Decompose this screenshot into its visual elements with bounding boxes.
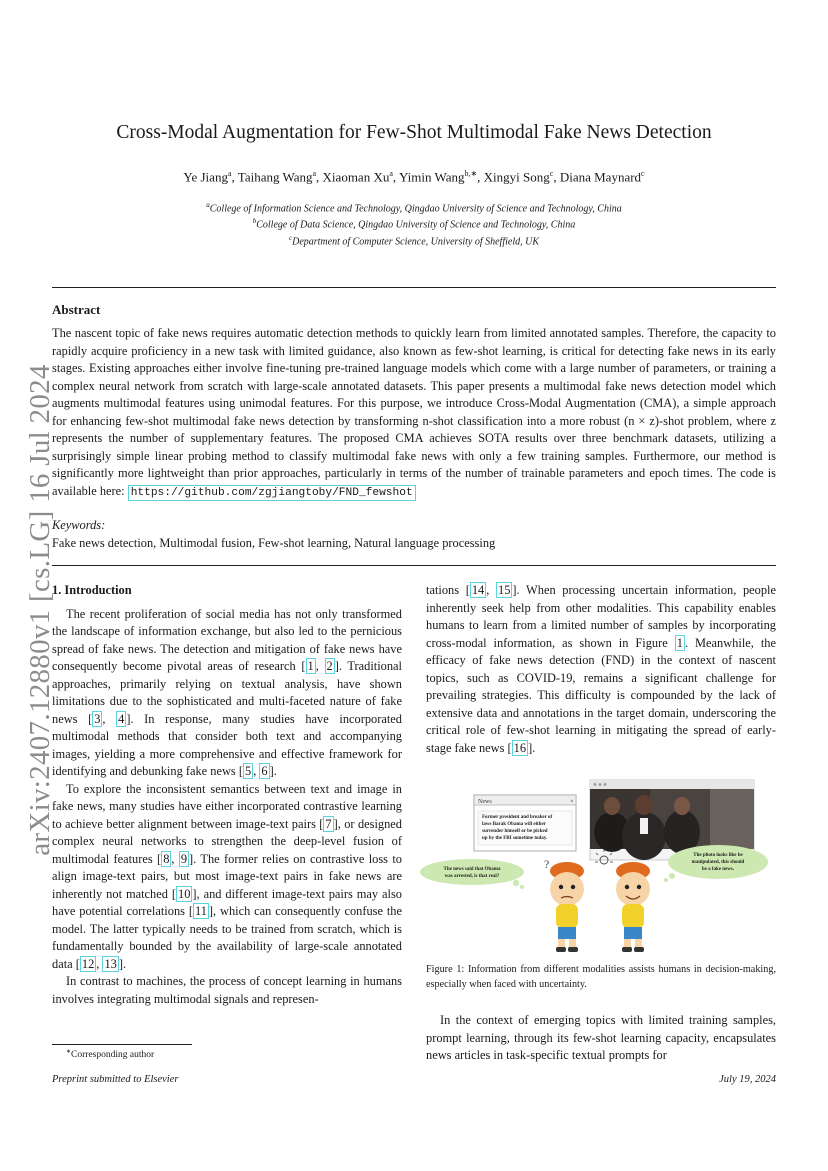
affiliation: $^b$College of Data Science, Qingdao University of Science and Technology, China (252, 217, 576, 231)
keywords-heading: Keywords: (52, 518, 106, 532)
divider (52, 287, 776, 288)
abstract-heading: Abstract (52, 302, 101, 317)
bubble-line: be a fake news. (701, 867, 735, 872)
citation-link[interactable]: 16 (513, 740, 527, 755)
citation-link[interactable]: 7 (325, 816, 332, 831)
question-mark-icon: ? (544, 857, 550, 871)
bubble-line: The news said that Obama (443, 867, 501, 872)
footnote: ∗Corresponding author (66, 1049, 155, 1061)
author-mark: c (549, 169, 554, 178)
code-link[interactable]: https://github.com/zgjiangtoby/FND_fewshot (128, 485, 416, 501)
news-line: up by the FBI sometime today. (482, 836, 548, 841)
citation-link[interactable]: 10 (178, 886, 191, 901)
bubble-line: The photo looks like be (693, 853, 743, 858)
cartoon-boy-left (550, 862, 584, 952)
cartoon-boy-right (616, 862, 650, 952)
news-line: surrender himself or be picked (482, 829, 548, 834)
divider (52, 565, 776, 566)
paragraph: In contrast to machines, the process of concept learning in humans involves integrating multimodal signals and represen- (52, 974, 402, 1006)
paragraph: In the context of emerging topics with limited training samples, prompt learning, through its few-shot learning capacity, encapsulates news articles in task-specific textual prompts for (426, 1013, 776, 1062)
news-line: Former president and breaker of (482, 815, 553, 820)
citation-link[interactable]: 11 (194, 904, 207, 918)
left-column (52, 582, 402, 1008)
affiliation: $^a$College of Information Science and Technology, Qingdao University of Science and Technology, China (206, 201, 622, 215)
author-mark: a (312, 169, 317, 178)
citation-link[interactable]: 12 (81, 956, 95, 971)
footer-journal: Preprint submitted to Elsevier (52, 1074, 179, 1085)
news-window-title: News (478, 799, 492, 805)
author: Ye Jiang (183, 169, 228, 185)
paragraph: tations [ 14 , 15 ]. When processing uncertain information, people inherently seek help from other modalities. This capability enables humans to learn from a limited number of samples by incorporating cross-modal information, as shown in Figure 1 . Meanwhile, the efficacy of fake news detection (FND) in the context of nascent topics, such as COVID-19, remains a significant challenge for prevailing strategies. This difficulty is compounded by the lack of extensive data and annotations in the target domain, underscoring the critical role of few-shot learning in mitigating the spread of early-stage fake news [ 16 ]. (426, 583, 776, 755)
paper-title: Cross-Modal Augmentation for Few-Shot Multimodal Fake News Detection (116, 122, 712, 143)
keywords-text: Fake news detection, Multimodal fusion, Few-shot learning, Natural language processing (52, 536, 496, 550)
author-list: Ye Jiang$^a$, Taihang Wang$^a$, Xiaoman Xu$^a$, Yimin Wang$^{b,∗}$, Xingyi Song$^c$, Diana Maynard$^c$ (183, 169, 645, 185)
citation-link[interactable]: 6 (261, 764, 268, 778)
citation-link[interactable]: 5 (244, 764, 252, 778)
citation-link[interactable]: 1 (307, 659, 314, 673)
affiliations (52, 199, 776, 248)
paragraph: The recent proliferation of social media has not only transformed the landscape of information exchange, but also led to the pernicious spread of fake news. The detection and mitigation of fake news have consequently become pivotal areas of research [ 1 , 2 ]. Traditional approaches, primarily relying on textual analysis, have shown limitations due to the sophisticated and multi-faceted nature of fake news [ 3 , 4 ]. In response, many studies have incorporated multimodal methods that consider both text and accompanying images, yielding a more comprehensive and effective framework for identifying and debunking fake news [ 5 , 6 ]. (52, 606, 402, 778)
citation-link[interactable]: 15 (498, 583, 511, 597)
footnote-divider (52, 1044, 192, 1045)
arxiv-id: arXiv:2407.12880v1 [cs.LG] 16 Jul 2024 (24, 364, 56, 856)
citation-link[interactable]: 8 (163, 851, 170, 866)
figure-caption: Figure 1: Information from different modalities assists humans in decision-making, especially when faced with uncertainty. (426, 964, 776, 990)
footer-date: July 19, 2024 (719, 1074, 776, 1085)
right-column-continued (426, 1012, 776, 1065)
bubble-line: manipulated, this should (691, 860, 745, 865)
figure-1 (420, 772, 772, 954)
author-mark: a (389, 169, 393, 178)
paragraph: To explore the inconsistent semantics between text and image in fake news, many studies have either incorporated contrastive learning to achieve better alignment between image-text pairs [ 7 ], or designed complex neural networks to strengthen the deep-level fusion of multimodal features [ 8 , 9 ]. The former relies on contrastive loss to align image-text pairs, but most image-text pairs in fake news are inherently not matched [ 10 ], and different image-text pairs may also have potential correlations [ 11 ], which can consequently confuse the model. The latter typically needs to be trained from scratch, which is fundamentally bounded by the availability of large-scale annotated data [ 12 , 13 ]. (52, 781, 402, 971)
citation-link[interactable]: 2 (326, 659, 333, 673)
news-line: laws Barak Obama will either (482, 822, 546, 827)
speech-bubble-left (420, 859, 524, 889)
abstract-text: The nascent topic of fake news requires automatic detection methods to quickly learn from limited annotated samples. Therefore, the capacity to rapidly acquire proficiency in a new task with limited guidance, also known as few-shot learning, is critical for detecting fake news in its early stages. Existing approaches either involve fine-tuning pre-trained language models which come with a large number of parameters, or training a complex neural network from scratch with large-scale annotated datasets. This paper presents a multimodal fake news detection model which augments multimodal features using unimodal features. For this purpose, we introduce Cross-Modal Augmentation (CMA), a simple approach for enhancing few-shot multimodal fake news detection by transforming n-shot classification into a more robust (n × z)-shot problem, where z represents the number of supplementary features. The proposed CMA achieves SOTA results over three benchmark datasets, utilizing a surprisingly simple linear probing method to classify multimodal fake news with only a few training samples. Furthermore, our method is significantly more lightweight than prior approaches, particularly in terms of the number of trainable parameters and epoch times. The code is available here: https://github.com/zgjiangtoby/FND_fewshot (52, 326, 776, 499)
figure-link[interactable]: 1 (676, 635, 683, 650)
bubble-line: was arrested, is that real? (444, 874, 500, 879)
right-column (426, 582, 776, 757)
author-mark: c (641, 169, 645, 178)
news-window (474, 795, 576, 851)
affiliation: $^c$Department of Computer Science, University of Sheffield, UK (288, 233, 539, 247)
close-icon: × (570, 798, 574, 805)
citation-link[interactable]: 3 (94, 711, 101, 726)
author: Taihang Wang (237, 169, 313, 185)
author-mark: b,∗ (464, 169, 478, 178)
citation-link[interactable]: 4 (118, 711, 125, 726)
citation-link[interactable]: 9 (180, 851, 188, 866)
author-mark: a (227, 169, 232, 178)
author: Xiaoman Xu (322, 169, 390, 185)
author: Yimin Wang (398, 169, 465, 185)
author: Xingyi Song (483, 169, 550, 185)
section-heading: 1. Introduction (52, 583, 132, 597)
author: Diana Maynard (559, 169, 642, 185)
citation-link[interactable]: 14 (471, 583, 485, 597)
citation-link[interactable]: 13 (104, 956, 117, 971)
